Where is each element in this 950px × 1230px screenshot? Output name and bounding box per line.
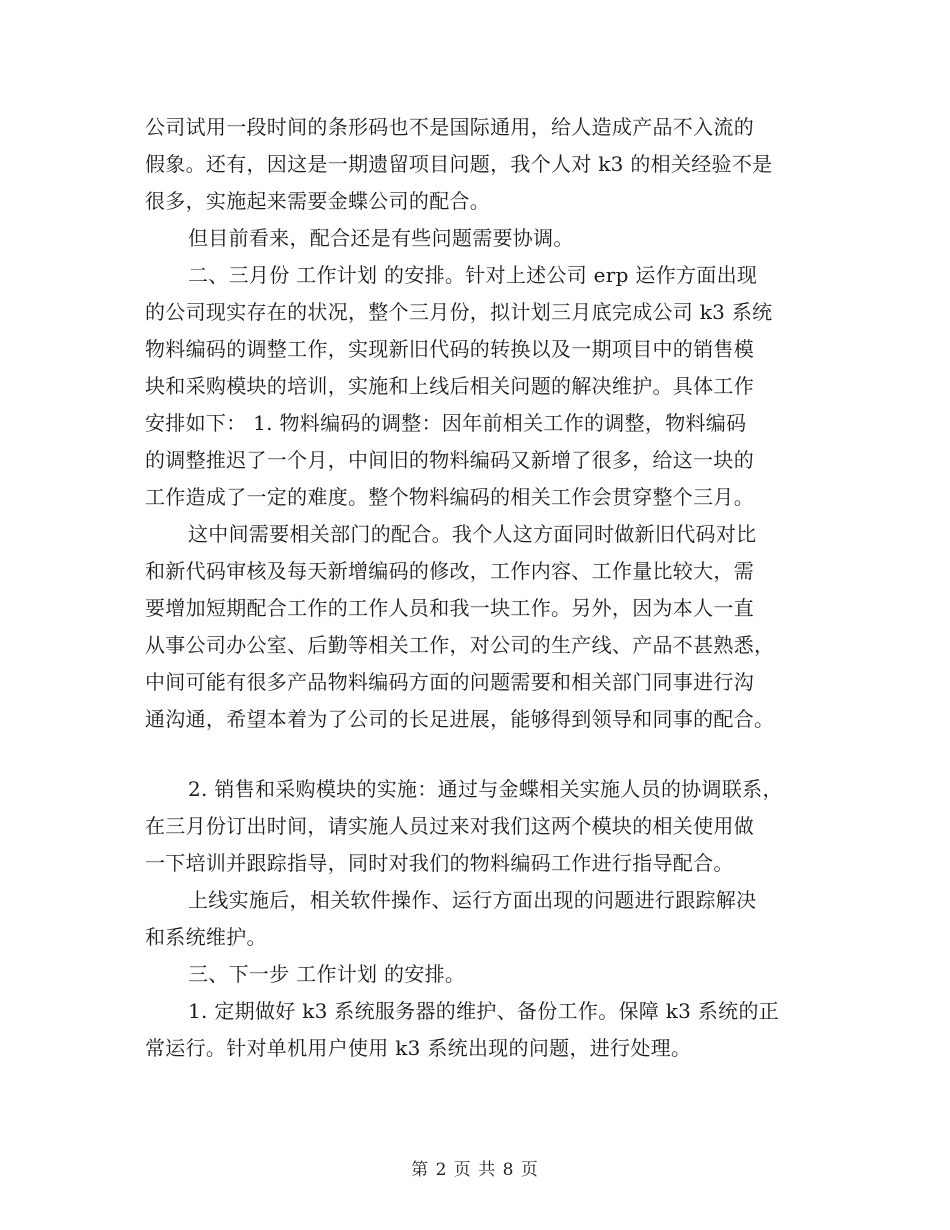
- body-text-line: 工作造成了一定的难度。整个物料编码的相关工作会贯穿整个三月。: [145, 485, 754, 509]
- section-heading-line: 二、三月份 工作计划 的安排。针对上述公司 erp 运作方面出现: [188, 263, 758, 287]
- body-text-line: 公司试用一段时间的条形码也不是国际通用，给人造成产品不入流的: [145, 115, 754, 139]
- body-text-line: 通沟通，希望本着为了公司的长足进展，能够得到领导和同事的配合。: [145, 707, 775, 731]
- numbered-item-line: 2. 销售和采购模块的实施：通过与金蝶相关实施人员的协调联系，: [188, 777, 783, 801]
- body-text-line: 上线实施后，相关软件操作、运行方面出现的问题进行跟踪解决: [188, 888, 757, 912]
- body-text-line: 这中间需要相关部门的配合。我个人这方面同时做新旧代码对比: [188, 522, 757, 546]
- body-text-line: 很多，实施起来需要金蝶公司的配合。: [145, 189, 491, 213]
- body-text-line: 在三月份订出时间，请实施人员过来对我们这两个模块的相关使用做: [145, 814, 754, 838]
- body-text-line: 常运行。针对单机用户使用 k3 系统出现的问题，进行处理。: [145, 1036, 692, 1060]
- section-heading-line: 三、下一步 工作计划 的安排。: [188, 962, 466, 986]
- body-text-line: 和系统维护。: [145, 925, 267, 949]
- numbered-item-line: 1. 定期做好 k3 系统服务器的维护、备份工作。保障 k3 系统的正: [188, 999, 780, 1023]
- body-text-line: 和新代码审核及每天新增编码的修改，工作内容、工作量比较大，需: [145, 559, 754, 583]
- body-text-line: 从事公司办公室、后勤等相关工作，对公司的生产线、产品不甚熟悉，: [145, 633, 775, 657]
- body-text-line: 要增加短期配合工作的工作人员和我一块工作。另外，因为本人一直: [145, 596, 754, 620]
- body-text-line: 块和采购模块的培训，实施和上线后相关问题的解决维护。具体工作: [145, 374, 754, 398]
- body-text-line: 中间可能有很多产品物料编码方面的问题需要和相关部门同事进行沟: [145, 670, 754, 694]
- page-number-footer: 第 2 页 共 8 页: [411, 1160, 539, 1180]
- body-text-line: 物料编码的调整工作，实现新旧代码的转换以及一期项目中的销售模: [145, 337, 754, 361]
- body-text-line: 但目前看来，配合还是有些问题需要协调。: [188, 226, 574, 250]
- body-text-line: 的公司现实存在的状况，整个三月份，拟计划三月底完成公司 k3 系统: [145, 300, 773, 324]
- body-text-line: 安排如下： 1. 物料编码的调整：因年前相关工作的调整，物料编码: [145, 411, 747, 435]
- body-text-line: 假象。还有，因这是一期遗留项目问题，我个人对 k3 的相关经验不是: [145, 152, 773, 176]
- body-text-line: 一下培训并跟踪指导，同时对我们的物料编码工作进行指导配合。: [145, 851, 734, 875]
- body-text-line: 的调整推迟了一个月，中间旧的物料编码又新增了很多，给这一块的: [145, 448, 754, 472]
